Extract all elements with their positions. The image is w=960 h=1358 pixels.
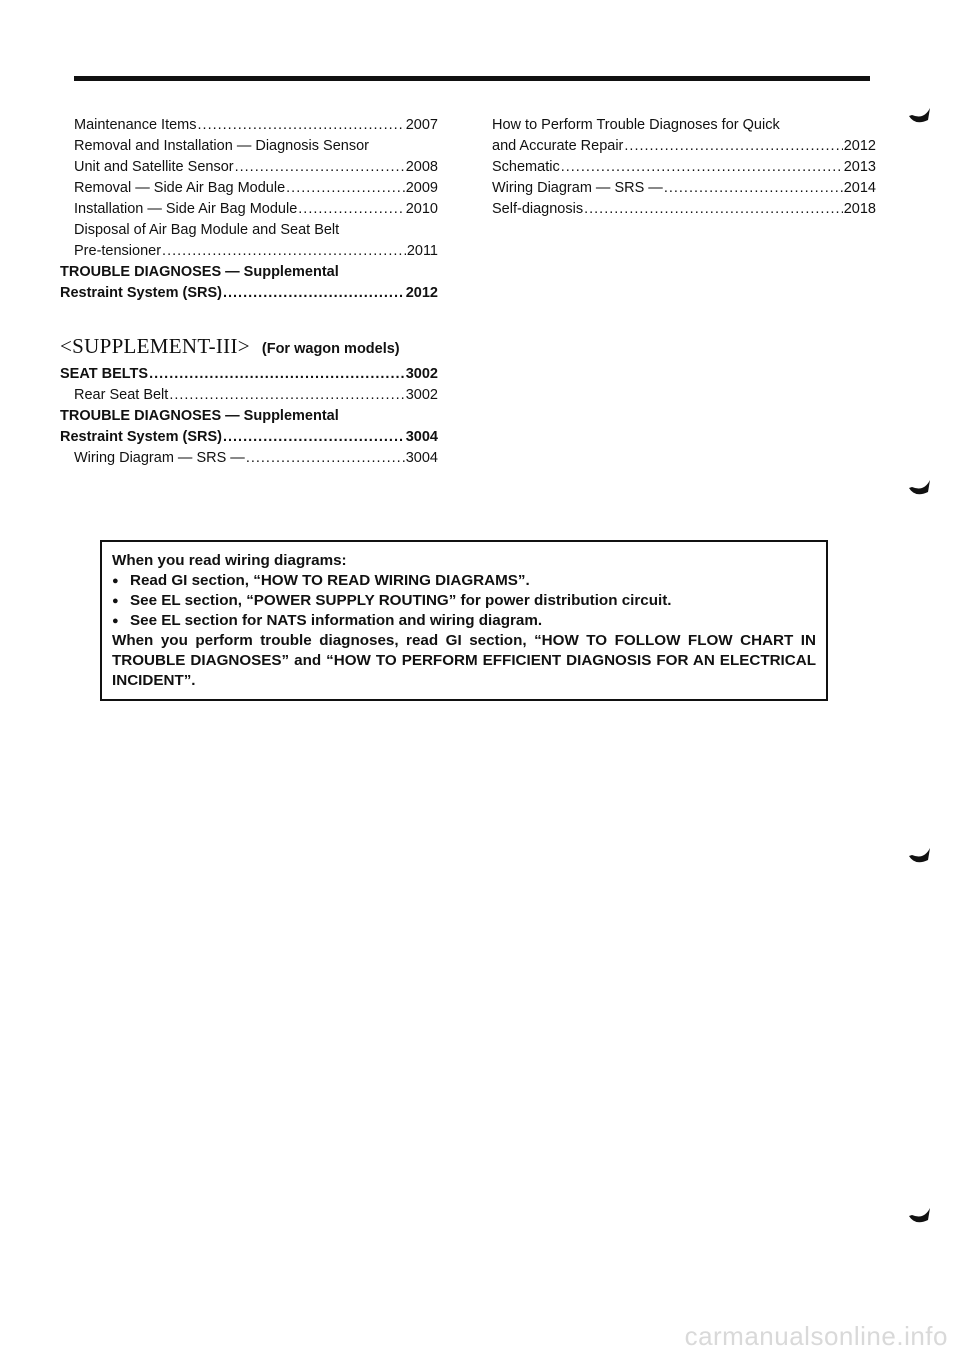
notice-bullet [112, 611, 816, 631]
toc-entry-page: 2010 [405, 201, 438, 217]
toc-entry-title: Wiring Diagram — SRS — [74, 450, 245, 466]
toc-entry-title: Removal and Installation — Diagnosis Sensor [74, 138, 369, 154]
toc-entry [492, 157, 876, 178]
toc-entry-title: Maintenance Items [74, 117, 197, 133]
notice-heading: When you read wiring diagrams: [112, 552, 347, 569]
binder-hook-icon [906, 478, 932, 500]
toc-leader-dots [298, 199, 404, 220]
toc-entry [60, 385, 438, 406]
toc-entry [60, 448, 438, 469]
binder-hook-icon [906, 1206, 932, 1228]
toc-leader-dots [223, 427, 405, 448]
toc-left-list [60, 115, 438, 304]
toc-entry-title: Rear Seat Belt [74, 387, 169, 403]
notice-bullet-text: Read GI section, “HOW TO READ WIRING DIAGRAMS”. [130, 572, 530, 589]
toc-entry [492, 136, 876, 157]
toc-leader-dots [149, 364, 405, 385]
toc-leader-dots [286, 178, 405, 199]
toc-entry-page: 2009 [405, 180, 438, 196]
toc-right-column [492, 115, 876, 220]
wiring-notice-box [100, 540, 828, 701]
supplement-header [60, 336, 438, 360]
toc-entry-title: Wiring Diagram — SRS — [492, 180, 663, 196]
toc-entry [60, 178, 438, 199]
toc-right-list [492, 115, 876, 220]
toc-entry [492, 115, 876, 136]
toc-entry-title: Self-diagnosis [492, 201, 584, 217]
toc-entry [60, 427, 438, 448]
toc-leader-dots [169, 385, 404, 406]
toc-leader-dots [223, 283, 405, 304]
notice-bullet-text: See EL section for NATS information and wiring diagram. [130, 612, 543, 629]
toc-leader-dots [246, 448, 405, 469]
toc-entry-page: 3004 [405, 450, 438, 466]
toc-leader-dots [162, 241, 406, 262]
toc-leader-dots [235, 157, 405, 178]
toc-entry-page: 3004 [405, 429, 438, 445]
toc-entry [60, 220, 438, 241]
toc-entry [60, 406, 438, 427]
toc-entry-title: How to Perform Trouble Diagnoses for Quick [492, 117, 780, 133]
toc-entry-title: Restraint System (SRS) [60, 285, 222, 301]
toc-entry-title: TROUBLE DIAGNOSES — Supplemental [60, 264, 339, 280]
notice-bullet [112, 571, 816, 591]
toc-left-column [60, 115, 438, 469]
toc-entry-title: Removal — Side Air Bag Module [74, 180, 286, 196]
bullet-dot-icon: ● [112, 615, 119, 627]
toc-entry [60, 157, 438, 178]
watermark: carmanualsonline.info [684, 1321, 948, 1351]
supplement-list [60, 364, 438, 469]
toc-entry [492, 178, 876, 199]
toc-entry-title: Unit and Satellite Sensor [74, 159, 234, 175]
notice-closing: When you perform trouble diagnoses, read GI section, “HOW TO FOLLOW FLOW CHART IN TROUBLE DIAGNOSES” and “HOW TO PERFORM EFFICIENT DIAGNOSIS FOR AN ELECTRICAL INCIDENT”. [112, 632, 816, 689]
notice-bullet [112, 591, 816, 611]
toc-entry-page: 2014 [843, 180, 876, 196]
top-rule [74, 76, 870, 81]
bullet-dot-icon: ● [112, 595, 119, 607]
toc-entry-title: TROUBLE DIAGNOSES — Supplemental [60, 408, 339, 424]
bullet-dot-icon: ● [112, 575, 119, 587]
toc-entry [60, 115, 438, 136]
toc-entry-page: 2012 [843, 138, 876, 154]
binder-hook-icon [906, 106, 932, 128]
notice-bullet-text: See EL section, “POWER SUPPLY ROUTING” for power distribution circuit. [130, 592, 672, 609]
toc-leader-dots [561, 157, 843, 178]
toc-entry-page: 2008 [405, 159, 438, 175]
toc-leader-dots [198, 115, 405, 136]
toc-entry-title: and Accurate Repair [492, 138, 624, 154]
toc-entry-title: Pre-tensioner [74, 243, 162, 259]
toc-entry [60, 136, 438, 157]
supplement-title: <SUPPLEMENT-III> [60, 334, 250, 358]
toc-entry-page: 2007 [405, 117, 438, 133]
toc-leader-dots [624, 136, 842, 157]
toc-entry [60, 283, 438, 304]
toc-entry [60, 199, 438, 220]
toc-entry-title: Installation — Side Air Bag Module [74, 201, 298, 217]
toc-entry-page: 3002 [405, 366, 438, 382]
toc-entry-title: Disposal of Air Bag Module and Seat Belt [74, 222, 340, 238]
toc-entry-title: Schematic [492, 159, 560, 175]
binder-hook-icon [906, 846, 932, 868]
toc-entry-page: 3002 [405, 387, 438, 403]
toc-entry-page: 2012 [405, 285, 438, 301]
toc-entry-page: 2018 [843, 201, 876, 217]
toc-leader-dots [584, 199, 843, 220]
toc-entry-title: Restraint System (SRS) [60, 429, 222, 445]
toc-leader-dots [664, 178, 843, 199]
supplement-note: (For wagon models) [261, 341, 400, 357]
toc-entry [60, 262, 438, 283]
toc-entry-page: 2011 [406, 243, 438, 259]
toc-entry [60, 364, 438, 385]
toc-entry-title: SEAT BELTS [60, 366, 149, 382]
toc-entry [492, 199, 876, 220]
toc-entry-page: 2013 [843, 159, 876, 175]
toc-entry [60, 241, 438, 262]
